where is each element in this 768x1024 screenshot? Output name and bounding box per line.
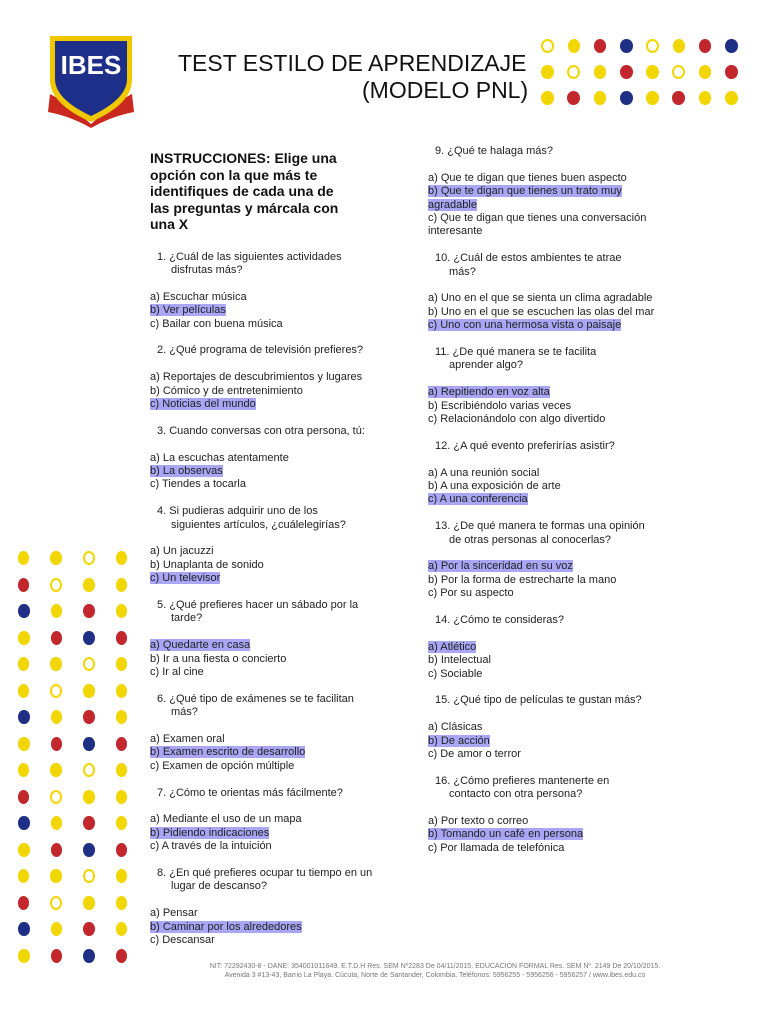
ring-dot-icon <box>50 684 62 698</box>
dot-icon <box>83 684 94 698</box>
footer-line-2: Avenida 3 #13-43, Barrio La Playa. Cúcuta, Norte de Santander, Colombia. Teléfonos: 5956255 - 5956256 - 5956257 / www.ibes.edu.co <box>224 972 646 979</box>
question-text <box>428 775 658 802</box>
dot-row <box>541 33 751 59</box>
answer-option[interactable] <box>150 291 390 304</box>
answer-option[interactable] <box>428 172 658 185</box>
dot-icon <box>116 710 128 724</box>
question-block <box>428 775 658 855</box>
dot-row <box>18 704 148 731</box>
answer-text: a) Reportajes de descubrimientos y lugares <box>150 371 363 384</box>
dot-icon <box>620 91 633 105</box>
dot-icon <box>83 578 94 592</box>
question-line: 10. ¿Cuál de estos ambientes te atrae <box>435 252 622 265</box>
answer-option[interactable] <box>150 304 390 317</box>
answer-option[interactable] <box>150 545 390 558</box>
dot-icon <box>116 896 127 910</box>
dot-icon <box>672 91 685 105</box>
answer-option[interactable] <box>150 572 390 585</box>
dot-icon <box>18 710 30 724</box>
dot-icon <box>116 816 128 830</box>
dot-icon <box>116 631 128 645</box>
question-line-continued: aprender algo? <box>449 359 524 372</box>
question-line-continued: contacto con otra persona? <box>449 788 583 801</box>
question-line-continued: de otras personas al conocerlas? <box>449 533 612 546</box>
answer-text: b) Uno en el que se escuchen las olas del mar <box>428 305 655 318</box>
answer-option[interactable] <box>428 560 658 573</box>
dot-icon <box>646 91 659 105</box>
answer-text: a) Clásicas <box>428 721 483 734</box>
answer-option[interactable] <box>150 318 390 331</box>
question-list-left <box>150 251 390 948</box>
ring-dot-icon <box>567 65 580 79</box>
question-block <box>150 693 390 773</box>
answer-text: a) Un jacuzzi <box>150 545 214 558</box>
question-block <box>428 614 658 681</box>
selected-answer-text: b) La observas <box>150 464 223 477</box>
dot-icon <box>725 65 738 79</box>
answer-text: c) Sociable <box>428 667 483 680</box>
question-line: 7. ¿Cómo te orientas más fácilmente? <box>157 786 343 799</box>
question-line-continued: disfrutas más? <box>171 263 243 276</box>
dot-icon <box>594 91 607 105</box>
dot-icon <box>620 39 633 53</box>
dot-icon <box>18 896 29 910</box>
dot-row <box>541 85 751 111</box>
answer-option[interactable] <box>428 828 658 841</box>
dot-icon <box>18 790 29 804</box>
dot-icon <box>18 922 30 936</box>
dot-row <box>18 625 148 652</box>
question-text <box>428 145 658 158</box>
dot-icon <box>116 684 127 698</box>
question-text <box>150 787 390 800</box>
dot-icon <box>18 869 29 883</box>
selected-answer-text: b) Ver películas <box>150 304 226 317</box>
dot-icon <box>83 737 95 751</box>
title-line-2: (MODELO PNL) <box>362 77 529 103</box>
answer-text: a) Examen oral <box>150 732 225 745</box>
answer-option[interactable] <box>150 639 390 652</box>
selected-answer-text: b) Pidiendo indicaciones <box>150 826 270 839</box>
question-line: 16. ¿Cómo prefieres mantenerte en <box>435 774 610 787</box>
answer-text: c) Bailar con buena música <box>150 317 283 330</box>
answer-option[interactable] <box>428 467 658 480</box>
dot-icon <box>699 91 712 105</box>
answer-text: c) De amor o terror <box>428 748 521 761</box>
answer-option[interactable] <box>428 842 658 855</box>
question-line: 8. ¿En qué prefieres ocupar tu tiempo en un <box>157 866 373 879</box>
question-text <box>428 614 658 627</box>
dot-icon <box>83 710 95 724</box>
answer-text: a) Que te digan que tienes buen aspecto <box>428 171 627 184</box>
answer-option[interactable] <box>428 587 658 600</box>
dot-icon <box>541 65 554 79</box>
dot-row <box>18 651 148 678</box>
selected-answer-text: b) Caminar por los alrededores <box>150 920 302 933</box>
dot-icon <box>620 65 633 79</box>
answer-option[interactable] <box>428 400 658 413</box>
ring-dot-icon <box>50 896 62 910</box>
answer-option[interactable] <box>150 813 390 826</box>
selected-answer-text: c) Uno con una hermosa vista o paisaje <box>428 319 622 332</box>
dot-icon <box>18 657 29 671</box>
question-text <box>150 505 390 532</box>
question-line: 5. ¿Qué prefieres hacer un sábado por la <box>157 598 359 611</box>
dot-row <box>18 916 148 943</box>
dot-icon <box>567 91 580 105</box>
question-block <box>150 867 390 947</box>
ring-dot-icon <box>83 869 95 883</box>
answer-option[interactable] <box>150 840 390 853</box>
answer-text: c) A través de la intuición <box>150 840 272 853</box>
answer-text: a) Por texto o correo <box>428 815 529 828</box>
question-block <box>428 346 658 426</box>
answer-option[interactable] <box>428 748 658 761</box>
question-block <box>428 252 658 332</box>
answer-text: a) Escuchar música <box>150 290 247 303</box>
dot-row <box>18 943 148 970</box>
selected-answer-text: b) De acción <box>428 734 490 747</box>
question-text <box>150 425 390 438</box>
dot-icon <box>18 763 29 777</box>
dot-icon <box>50 551 61 565</box>
dot-row <box>18 545 148 572</box>
selected-answer-text: b) Tomando un café en persona <box>428 828 584 841</box>
answer-option[interactable] <box>428 386 658 399</box>
question-block <box>150 251 390 331</box>
answer-text: c) Relacionándolo con algo divertido <box>428 413 606 426</box>
question-line: 12. ¿A qué evento preferirías asistir? <box>435 439 615 452</box>
answer-text: c) Descansar <box>150 933 215 946</box>
dot-icon <box>18 604 30 618</box>
dot-row <box>18 810 148 837</box>
dot-icon <box>83 790 94 804</box>
answer-option[interactable] <box>150 452 390 465</box>
answer-text: c) Examen de opción múltiple <box>150 759 295 772</box>
answer-option[interactable] <box>150 733 390 746</box>
answer-option[interactable] <box>150 559 390 572</box>
answer-text: c) Que te digan que tienes una conversación interesante <box>428 212 647 238</box>
answer-option[interactable] <box>428 735 658 748</box>
answer-option[interactable] <box>150 653 390 666</box>
dot-icon <box>51 816 63 830</box>
ring-dot-icon <box>672 65 685 79</box>
answer-text: c) Por su aspecto <box>428 587 514 600</box>
dot-icon <box>83 896 94 910</box>
dot-icon <box>116 843 128 857</box>
answer-option[interactable] <box>150 907 390 920</box>
ring-dot-icon <box>83 763 95 777</box>
decorative-dots-left <box>18 545 148 969</box>
dot-icon <box>18 684 29 698</box>
dot-icon <box>116 551 127 565</box>
selected-answer-text: b) Examen escrito de desarrollo <box>150 746 306 759</box>
dot-icon <box>51 843 63 857</box>
question-block <box>150 425 390 492</box>
answer-option[interactable] <box>428 641 658 654</box>
dot-icon <box>18 551 29 565</box>
question-block <box>428 440 658 507</box>
dot-icon <box>116 922 128 936</box>
answer-text: b) Unaplanta de sonido <box>150 558 264 571</box>
dot-icon <box>116 790 127 804</box>
question-list-right <box>428 145 658 855</box>
dot-icon <box>51 922 63 936</box>
selected-answer-text: a) Repitiendo en voz alta <box>428 386 550 399</box>
answer-option[interactable] <box>150 385 390 398</box>
answer-text: b) Por la forma de estrecharte la mano <box>428 573 617 586</box>
logo-wordmark: IBES <box>60 50 122 80</box>
left-column <box>150 150 390 961</box>
ring-dot-icon <box>83 551 95 565</box>
answer-option[interactable] <box>428 574 658 587</box>
question-text <box>428 346 658 373</box>
dot-icon <box>116 657 127 671</box>
answer-option[interactable] <box>428 413 658 426</box>
dot-icon <box>18 949 30 963</box>
dot-icon <box>116 604 128 618</box>
dot-icon <box>18 816 30 830</box>
dot-row <box>18 731 148 758</box>
dot-icon <box>646 65 659 79</box>
dot-row <box>18 757 148 784</box>
answer-option[interactable] <box>150 398 390 411</box>
question-block <box>150 505 390 585</box>
question-line-continued: más? <box>449 265 476 278</box>
selected-answer-text: c) Un televisor <box>150 572 221 585</box>
question-line: 11. ¿De qué manera se te facilita <box>435 346 597 359</box>
dot-icon <box>50 869 61 883</box>
question-line-continued: tarde? <box>171 612 203 625</box>
dot-icon <box>83 843 95 857</box>
question-text <box>428 520 658 547</box>
dot-icon <box>51 631 63 645</box>
dot-icon <box>51 710 63 724</box>
dot-icon <box>18 843 30 857</box>
question-block <box>150 344 390 411</box>
answer-text: a) A una reunión social <box>428 466 540 479</box>
answer-option[interactable] <box>428 493 658 506</box>
question-line: 6. ¿Qué tipo de exámenes se te facilitan <box>157 692 354 705</box>
dot-icon <box>83 631 95 645</box>
dot-row <box>18 784 148 811</box>
answer-option[interactable] <box>428 815 658 828</box>
dot-icon <box>83 604 95 618</box>
ring-dot-icon <box>541 39 554 53</box>
dot-icon <box>50 763 61 777</box>
question-line: 4. Si pudieras adquirir uno de los <box>157 505 318 518</box>
answer-text: a) Pensar <box>150 907 198 920</box>
page-title <box>178 50 528 104</box>
answer-option[interactable] <box>428 212 658 239</box>
dot-icon <box>51 949 63 963</box>
answer-text: a) Uno en el que se sienta un clima agradable <box>428 292 653 305</box>
answer-option[interactable] <box>428 654 658 667</box>
dot-icon <box>18 578 29 592</box>
answer-option[interactable] <box>150 465 390 478</box>
dot-icon <box>83 816 95 830</box>
dot-icon <box>673 39 686 53</box>
dot-icon <box>83 949 95 963</box>
dot-row <box>18 598 148 625</box>
answer-option[interactable] <box>150 746 390 759</box>
question-line-continued: siguientes artículos, ¿cuálelegirías? <box>171 518 346 531</box>
answer-option[interactable] <box>150 827 390 840</box>
answer-text: b) Intelectual <box>428 654 491 667</box>
answer-text: b) Ir a una fiesta o concierto <box>150 652 287 665</box>
answer-option[interactable] <box>150 921 390 934</box>
right-column <box>428 145 658 869</box>
ring-dot-icon <box>50 578 62 592</box>
selected-answer-text: a) Atlético <box>428 640 477 653</box>
instructions: INSTRUCCIONES: Elige una opción con la que más te identifiques de cada una de las preguntas y márcala con una X <box>150 150 339 232</box>
answer-option[interactable] <box>150 371 390 384</box>
dot-icon <box>116 869 127 883</box>
question-text <box>150 599 390 626</box>
question-block <box>428 694 658 761</box>
answer-option[interactable] <box>428 668 658 681</box>
footer-line-1: NIT: 72292430-8 - DANE: 354001011649. E.T.D.H Res. SEM Nº2283 De 04/11/2015. EDUCACIÓN FORMAL Res. SEM Nº. 2149 De 20/10/2015. <box>209 963 661 970</box>
dot-icon <box>699 39 712 53</box>
dot-icon <box>116 737 128 751</box>
question-line-continued: lugar de descanso? <box>171 880 268 893</box>
decorative-dots-top-right <box>541 33 751 111</box>
question-text <box>428 440 658 453</box>
dot-icon <box>594 39 607 53</box>
question-line: 3. Cuando conversas con otra persona, tú: <box>157 424 365 437</box>
dot-icon <box>541 91 554 105</box>
dot-row <box>18 890 148 917</box>
question-line: 14. ¿Cómo te consideras? <box>435 614 565 627</box>
question-block <box>428 145 658 239</box>
dot-icon <box>51 604 63 618</box>
answer-text: b) A una exposición de arte <box>428 480 561 493</box>
question-line: 15. ¿Qué tipo de películas te gustan más? <box>435 694 642 707</box>
answer-text: c) Ir al cine <box>150 665 204 678</box>
question-text <box>428 252 658 279</box>
answer-text: b) Escribiéndolo varias veces <box>428 399 572 412</box>
question-line: 9. ¿Qué te halaga más? <box>435 145 554 157</box>
dot-row <box>18 678 148 705</box>
dot-icon <box>51 737 63 751</box>
selected-answer-text: a) Quedarte en casa <box>150 639 251 652</box>
dot-icon <box>116 763 127 777</box>
question-block <box>428 520 658 600</box>
answer-option[interactable] <box>150 760 390 773</box>
dot-row <box>541 59 751 85</box>
ring-dot-icon <box>83 657 95 671</box>
question-text <box>150 867 390 894</box>
dot-icon <box>116 949 128 963</box>
answer-option[interactable] <box>428 721 658 734</box>
answer-text: a) Mediante el uso de un mapa <box>150 813 302 826</box>
selected-answer-text: b) Que te digan que tienes un trato muy agradable <box>428 185 622 211</box>
answer-option[interactable] <box>428 306 658 319</box>
dot-icon <box>83 922 95 936</box>
dot-row <box>18 863 148 890</box>
question-line: 2. ¿Qué programa de televisión prefieres? <box>157 344 364 357</box>
ibes-logo <box>46 28 136 128</box>
question-line: 1. ¿Cuál de las siguientes actividades <box>157 250 342 263</box>
dot-icon <box>725 39 738 53</box>
dot-icon <box>699 65 712 79</box>
answer-text: c) Tiendes a tocarla <box>150 478 246 491</box>
footer <box>200 962 670 980</box>
dot-icon <box>18 631 30 645</box>
selected-answer-text: c) A una conferencia <box>428 493 528 506</box>
answer-text: b) Cómico y de entretenimiento <box>150 384 303 397</box>
dot-row <box>18 572 148 599</box>
dot-icon <box>18 737 30 751</box>
ring-dot-icon <box>50 790 62 804</box>
answer-text: a) La escuchas atentamente <box>150 451 289 464</box>
answer-option[interactable] <box>428 319 658 332</box>
question-text <box>150 693 390 720</box>
question-block <box>150 599 390 679</box>
answer-option[interactable] <box>150 934 390 947</box>
question-text <box>150 251 390 278</box>
answer-text: c) Por llamada de telefónica <box>428 841 565 854</box>
answer-option[interactable] <box>428 185 658 212</box>
answer-option[interactable] <box>150 666 390 679</box>
dot-icon <box>50 657 61 671</box>
answer-option[interactable] <box>428 292 658 305</box>
title-line-1: TEST ESTILO DE APRENDIZAJE <box>178 50 527 76</box>
dot-icon <box>725 91 738 105</box>
answer-option[interactable] <box>428 480 658 493</box>
answer-option[interactable] <box>150 478 390 491</box>
question-text <box>428 694 658 707</box>
selected-answer-text: a) Por la sinceridad en su voz <box>428 560 573 573</box>
question-line-continued: más? <box>171 706 198 719</box>
dot-icon <box>594 65 607 79</box>
dot-row <box>18 837 148 864</box>
selected-answer-text: c) Noticias del mundo <box>150 397 256 410</box>
dot-icon <box>568 39 581 53</box>
question-text <box>150 344 390 357</box>
question-line: 13. ¿De qué manera te formas una opinión <box>435 520 645 533</box>
dot-icon <box>116 578 127 592</box>
ring-dot-icon <box>646 39 659 53</box>
question-block <box>150 787 390 854</box>
